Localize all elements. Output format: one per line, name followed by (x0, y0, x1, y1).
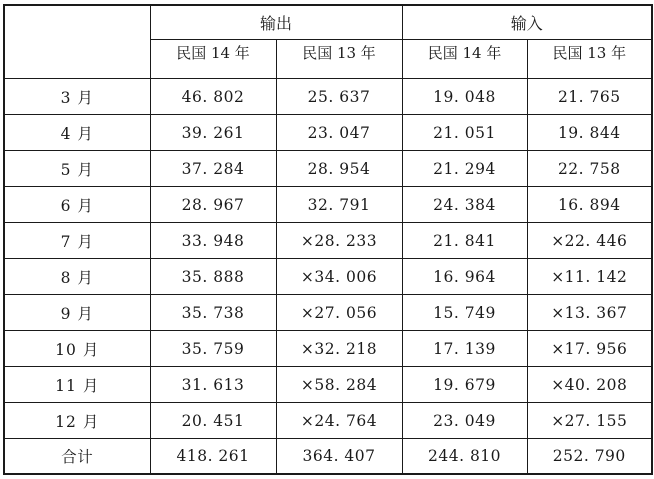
export-13-cell: 23. 047 (276, 115, 402, 151)
total-import-14: 244. 810 (402, 439, 527, 475)
subheader-export-minguo-14: 民国 14 年 (150, 40, 276, 79)
export-14-cell: 31. 613 (150, 367, 276, 403)
export-14-cell: 35. 759 (150, 331, 276, 367)
table-row (4, 403, 652, 439)
header-export: 输出 (150, 5, 402, 40)
export-13-cell: ×27. 056 (276, 295, 402, 331)
import-14-cell: 15. 749 (402, 295, 527, 331)
export-13-cell: ×58. 284 (276, 367, 402, 403)
table-row (4, 295, 652, 331)
month-cell: 11 月 (4, 367, 150, 403)
export-14-cell: 33. 948 (150, 223, 276, 259)
table-body (4, 79, 652, 439)
import-14-cell: 19. 679 (402, 367, 527, 403)
month-cell: 5 月 (4, 151, 150, 187)
table-row (4, 223, 652, 259)
table-row (4, 259, 652, 295)
total-label: 合计 (4, 439, 150, 475)
trade-table (3, 4, 653, 475)
table-row (4, 115, 652, 151)
total-import-13: 252. 790 (527, 439, 652, 475)
import-14-cell: 24. 384 (402, 187, 527, 223)
month-cell: 9 月 (4, 295, 150, 331)
month-cell: 12 月 (4, 403, 150, 439)
export-14-cell: 35. 738 (150, 295, 276, 331)
export-13-cell: ×28. 233 (276, 223, 402, 259)
month-cell: 4 月 (4, 115, 150, 151)
export-13-cell: 28. 954 (276, 151, 402, 187)
table-row (4, 151, 652, 187)
import-13-cell: ×11. 142 (527, 259, 652, 295)
table-row (4, 79, 652, 115)
table-row (4, 187, 652, 223)
import-13-cell: ×17. 956 (527, 331, 652, 367)
month-cell: 10 月 (4, 331, 150, 367)
subheader-import-minguo-14: 民国 14 年 (402, 40, 527, 79)
header-import: 输入 (402, 5, 652, 40)
import-14-cell: 21. 051 (402, 115, 527, 151)
export-13-cell: 25. 637 (276, 79, 402, 115)
export-14-cell: 35. 888 (150, 259, 276, 295)
import-13-cell: ×13. 367 (527, 295, 652, 331)
export-14-cell: 46. 802 (150, 79, 276, 115)
export-13-cell: 32. 791 (276, 187, 402, 223)
month-cell: 6 月 (4, 187, 150, 223)
subheader-export-minguo-13: 民国 13 年 (276, 40, 402, 79)
import-13-cell: 22. 758 (527, 151, 652, 187)
month-cell: 8 月 (4, 259, 150, 295)
import-13-cell: ×22. 446 (527, 223, 652, 259)
export-13-cell: ×32. 218 (276, 331, 402, 367)
export-13-cell: ×24. 764 (276, 403, 402, 439)
table-row (4, 367, 652, 403)
import-13-cell: 19. 844 (527, 115, 652, 151)
month-cell: 3 月 (4, 79, 150, 115)
export-14-cell: 20. 451 (150, 403, 276, 439)
import-13-cell: 16. 894 (527, 187, 652, 223)
subheader-import-minguo-13: 民国 13 年 (527, 40, 652, 79)
month-cell: 7 月 (4, 223, 150, 259)
import-14-cell: 21. 841 (402, 223, 527, 259)
import-13-cell: ×27. 155 (527, 403, 652, 439)
export-14-cell: 39. 261 (150, 115, 276, 151)
export-13-cell: ×34. 006 (276, 259, 402, 295)
export-14-cell: 28. 967 (150, 187, 276, 223)
import-14-cell: 16. 964 (402, 259, 527, 295)
table-row (4, 331, 652, 367)
import-14-cell: 19. 048 (402, 79, 527, 115)
total-export-13: 364. 407 (276, 439, 402, 475)
total-export-14: 418. 261 (150, 439, 276, 475)
import-13-cell: ×40. 208 (527, 367, 652, 403)
import-14-cell: 23. 049 (402, 403, 527, 439)
import-14-cell: 21. 294 (402, 151, 527, 187)
total-row (4, 439, 652, 475)
import-13-cell: 21. 765 (527, 79, 652, 115)
corner-empty-cell (4, 5, 150, 79)
export-14-cell: 37. 284 (150, 151, 276, 187)
import-14-cell: 17. 139 (402, 331, 527, 367)
